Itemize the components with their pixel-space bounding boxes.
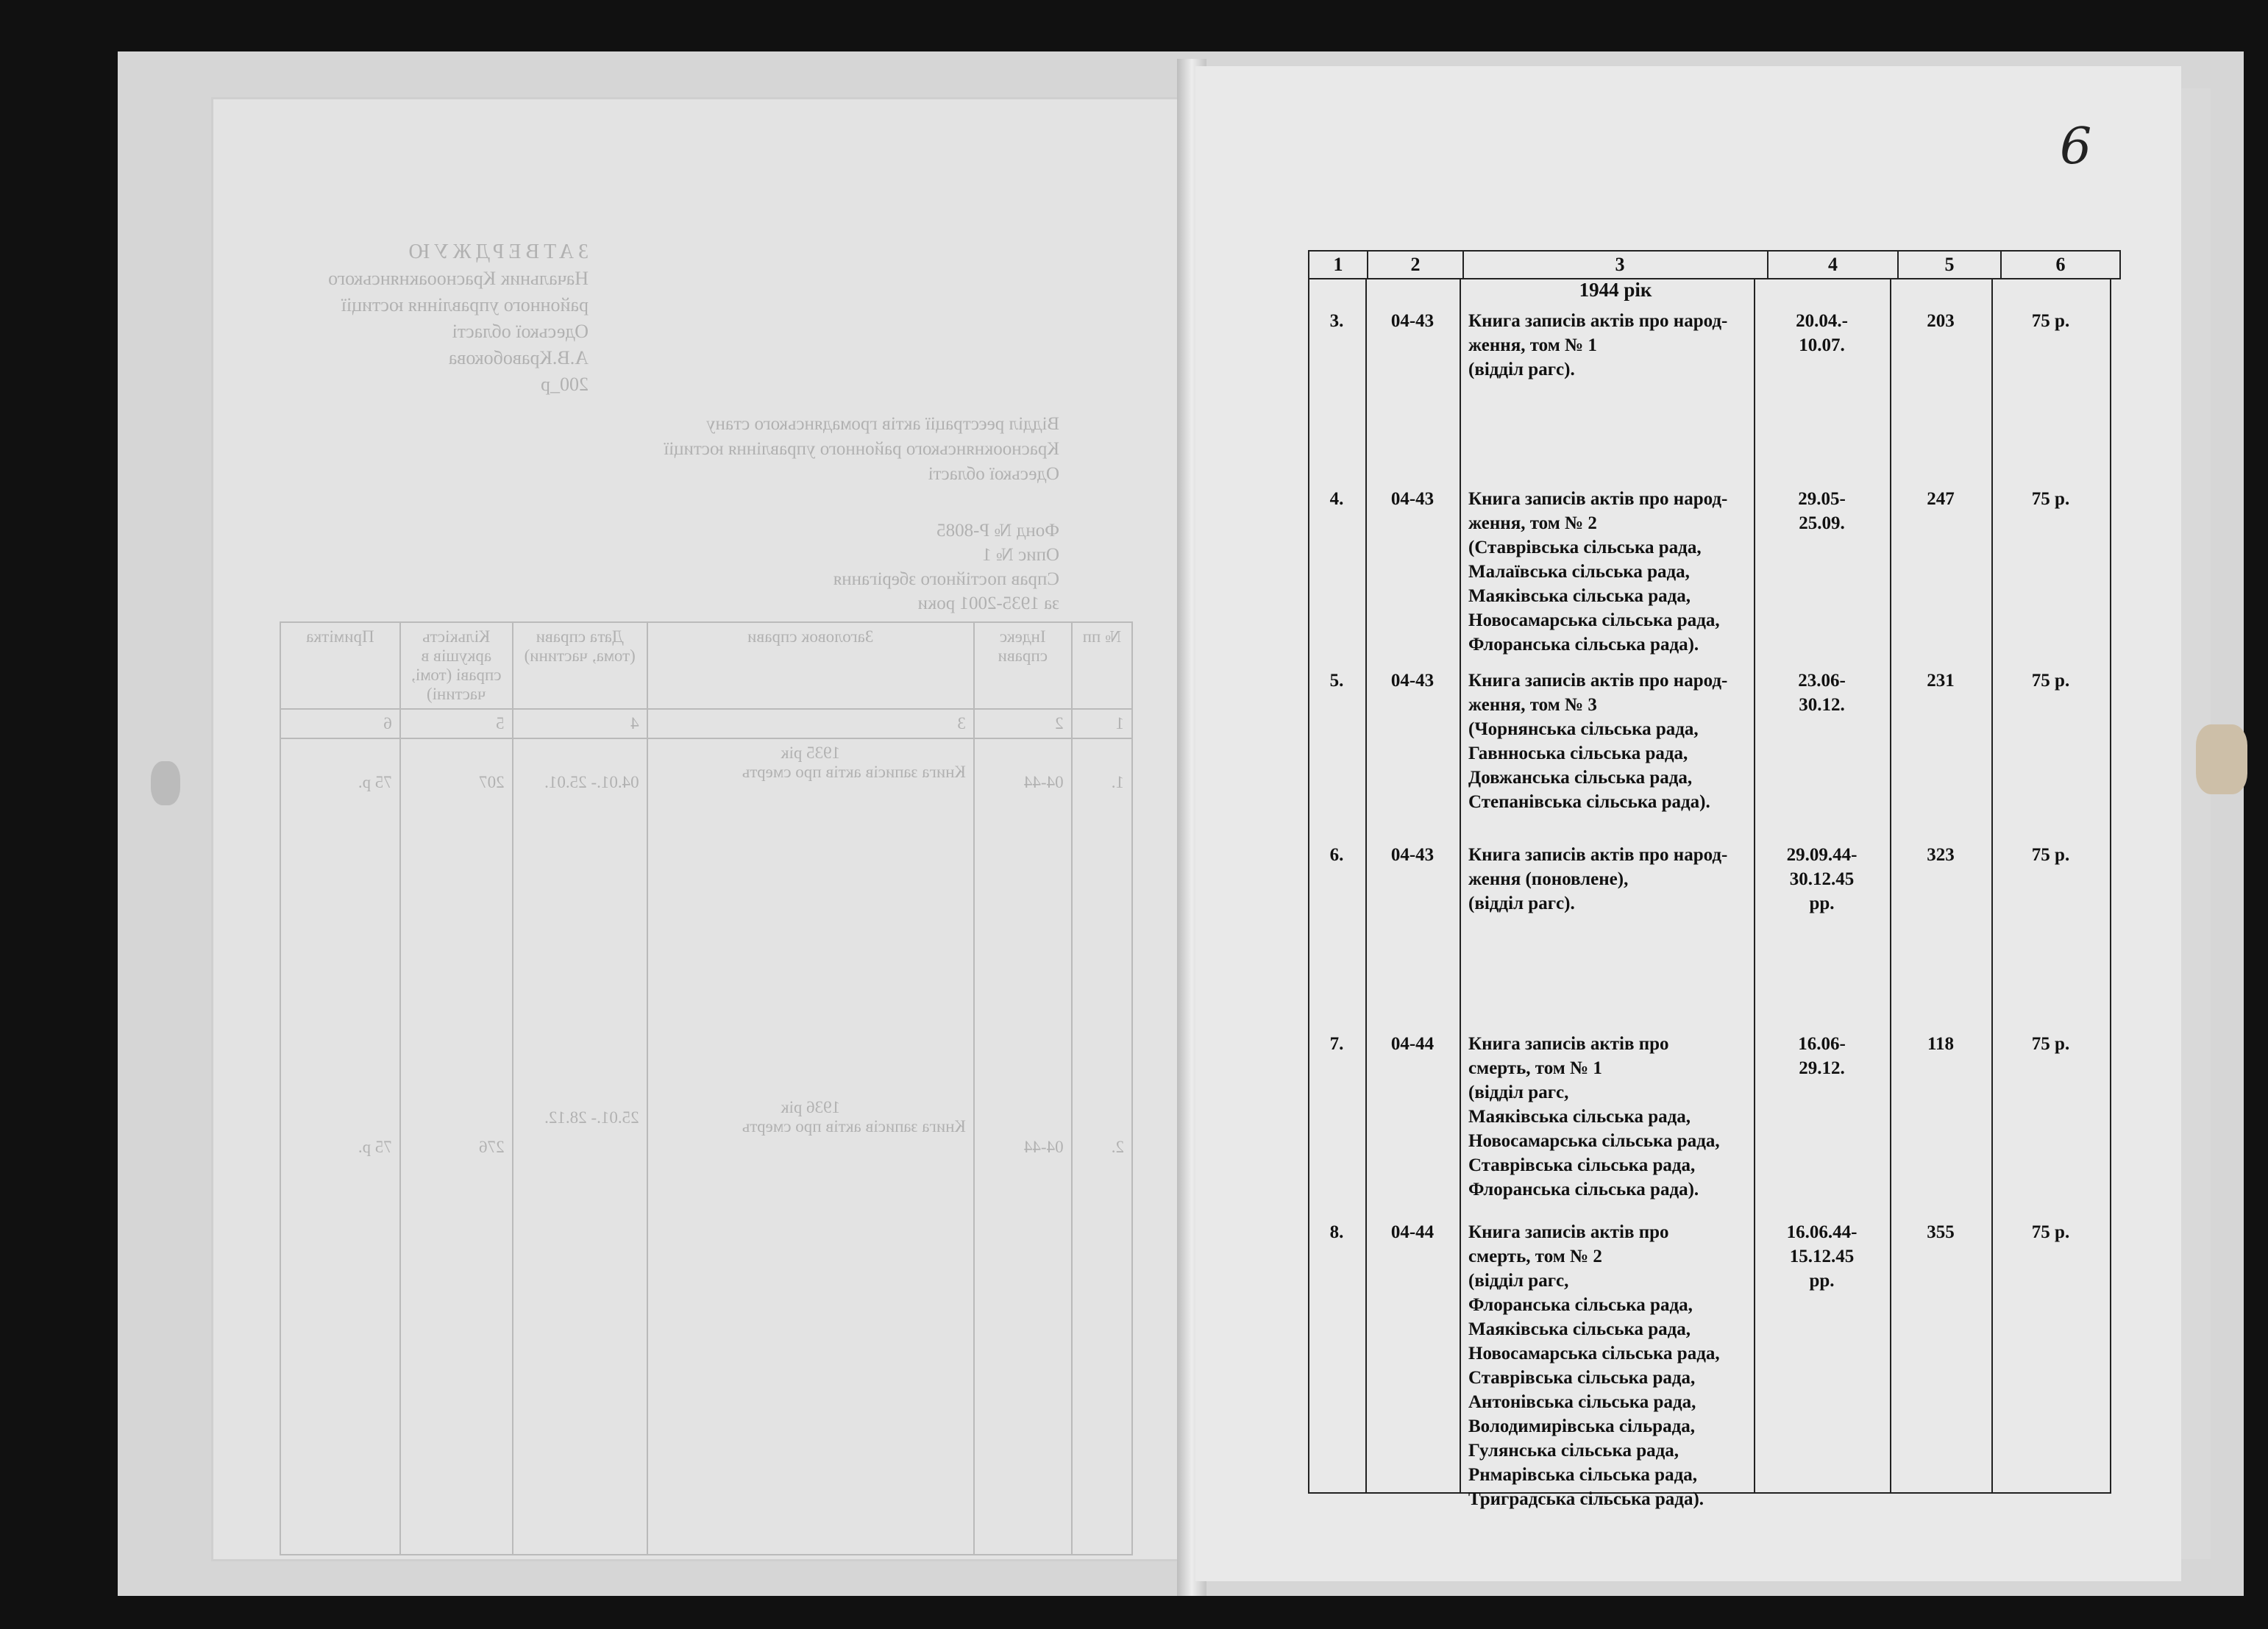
entry-title-line: Степанівська сільська рада). [1468, 791, 1710, 812]
entry-sheets-line: 231 [1927, 670, 1955, 691]
entry-term-line: 75 р. [2031, 1222, 2070, 1242]
year-label: 1944 рік [1579, 279, 1652, 301]
entry-dates-line: 30.12.45 [1789, 869, 1855, 889]
entry-title-line: смерть, том № 2 [1468, 1247, 1602, 1266]
stamp-line: 200_р [541, 374, 589, 395]
entry-title-line: (Ставрівська сільська рада, [1468, 537, 1702, 557]
entry-dates-line: 29.12. [1799, 1058, 1845, 1078]
bleed-through-text [213, 99, 1192, 1559]
entry-title-line: Маяківська сільська рада, [1468, 1106, 1691, 1127]
entry-index-line: 04-43 [1390, 845, 1435, 865]
column-number-row [1309, 251, 2120, 279]
entry-term-line: 75 р. [2031, 670, 2070, 691]
entry-title-line: (відділ рагс). [1468, 894, 1575, 913]
table-border [1308, 278, 1309, 1494]
entry-dates [1754, 487, 1890, 535]
entry-sheets [1890, 1220, 1991, 1244]
bleed-heading [618, 412, 1059, 487]
entry-index [1365, 843, 1460, 867]
entry-dates-line: 29.09.44- [1786, 845, 1858, 865]
entry-number [1308, 669, 1365, 693]
left-page [213, 99, 1192, 1559]
bleed-row2-sheets: 276 [479, 1138, 505, 1156]
entry-dates [1754, 843, 1890, 916]
bleed-row2-n: 2. [1111, 1138, 1124, 1156]
bleed-col-number: 3 [647, 709, 974, 738]
entry-title-line: Гулянська сільська рада, [1468, 1441, 1679, 1461]
entry-dates [1754, 1032, 1890, 1080]
entry-dates-line: 25.09. [1799, 513, 1845, 533]
bleed-year1: 1935 рік [781, 744, 841, 762]
entry-title-line: Флоранська сільська рада). [1468, 634, 1699, 655]
bleed-cell-sheets [400, 738, 513, 1555]
bleed-cell-title [647, 738, 974, 1555]
bleed-cell-n [1072, 738, 1132, 1555]
register-body [1308, 278, 2110, 1509]
bleed-col-number: 4 [513, 709, 647, 738]
entry-sheets-line: 203 [1927, 311, 1955, 332]
entry-dates-line: 30.12. [1799, 694, 1845, 715]
stamp-line: Одеської області [452, 321, 589, 342]
entry-term [1991, 1220, 2110, 1244]
table-divider [1460, 278, 1461, 1494]
entry-number [1308, 309, 1365, 333]
entry-sheets [1890, 843, 1991, 867]
entry-dates-line: рр. [1809, 894, 1835, 913]
entry-sheets [1890, 1032, 1991, 1056]
bleed-table [280, 621, 1133, 1555]
entry-title [1468, 487, 1763, 657]
bleed-col-header: Заголовок справи [647, 622, 974, 709]
entry-title-line: Малаївська сільська рада, [1468, 561, 1690, 582]
bleed-col-header: Дата справи (тома, частини) [513, 622, 647, 709]
bleed-body-row [280, 738, 1132, 1555]
entry-sheets [1890, 669, 1991, 693]
entry-dates-line: 15.12.45 [1789, 1247, 1855, 1266]
table-divider [1890, 278, 1891, 1494]
entry-index [1365, 1220, 1460, 1244]
heading-line: Одеської області [928, 464, 1059, 484]
entry-title-line: ження, том № 3 [1468, 694, 1597, 715]
entry-dates-line: 16.06.44- [1786, 1222, 1858, 1242]
stamp-line: районного управління юстиції [341, 294, 589, 316]
entry-term-line: 75 р. [2031, 311, 2070, 332]
entry-title-line: ження, том № 2 [1468, 513, 1597, 533]
col-header-3: 3 [1463, 251, 1768, 279]
entry-dates [1754, 309, 1890, 357]
entry-title-line: Книга записів актів про [1468, 1033, 1669, 1054]
entry-title [1468, 309, 1763, 382]
entry-sheets [1890, 309, 1991, 333]
page-number: 6 [2060, 118, 2092, 176]
bleed-cell-dates [513, 738, 647, 1555]
entry-dates [1754, 669, 1890, 717]
entry-number-line: 8. [1329, 1222, 1344, 1242]
entry-title-line: Книга записів актів про [1468, 1222, 1669, 1242]
bleed-row1-index: 04-44 [1023, 773, 1064, 791]
entry-number-line: 3. [1329, 311, 1344, 332]
heading-line: Красноокнянського районного управління юстиції [664, 439, 1059, 459]
bleed-col-header: Кількість аркушів в справі (томі, частині) [400, 622, 513, 709]
bleed-col-number: 5 [400, 709, 513, 738]
entry-title-line: (відділ рагс, [1468, 1082, 1569, 1102]
bleed-row1-title: Книга записів актів про смерть [742, 763, 966, 781]
col-header-4: 4 [1768, 251, 1898, 279]
bleed-cell-term [280, 738, 400, 1555]
entry-title-line: Володимирівська сільрада, [1468, 1416, 1695, 1436]
entry-number-line: 7. [1329, 1033, 1344, 1054]
bleed-row1-sheets: 207 [479, 773, 505, 791]
stamp-title: ЗАТВЕРДЖУЮ [404, 240, 589, 263]
entry-sheets-line: 323 [1927, 845, 1955, 865]
table-border [2110, 278, 2111, 1494]
bleed-row1-n: 1. [1111, 773, 1124, 791]
entry-title-line: Ставрівська сільська рада, [1468, 1368, 1696, 1388]
bleed-row1-term: 75 р. [358, 773, 392, 791]
bleed-fond-info [618, 518, 1059, 616]
entry-sheets-line: 355 [1927, 1222, 1955, 1242]
entry-title-line: (Чорнянська сільська рада, [1468, 719, 1699, 739]
entry-title-line: Рнмарівська сільська рада, [1468, 1465, 1697, 1485]
bleed-col-header: Примітка [280, 622, 400, 709]
entry-term-line: 75 р. [2031, 1033, 2070, 1054]
bleed-row2-dates: 25.01.- 28.12. [544, 1108, 639, 1127]
entry-title-line: ження, том № 1 [1468, 335, 1597, 356]
entry-title [1468, 669, 1763, 814]
entry-number-line: 6. [1329, 845, 1344, 865]
bleed-row2-index: 04-44 [1023, 1138, 1064, 1156]
entry-title-line: Маяківська сільська рада, [1468, 1319, 1691, 1339]
entry-dates-line: рр. [1809, 1271, 1835, 1291]
binding-string-right [2196, 724, 2247, 794]
fond-line: за 1935-2001 роки [917, 594, 1059, 613]
entry-title-line: Книга записів актів про народ- [1468, 670, 1728, 691]
entry-title-line: ження (поновлене), [1468, 869, 1629, 889]
stamp-line: Начальник Краснооакнянського [328, 268, 589, 289]
entry-index [1365, 309, 1460, 333]
entry-index-line: 04-43 [1390, 488, 1435, 509]
entry-index [1365, 669, 1460, 693]
bleed-header-row [280, 622, 1132, 709]
bleed-row1-dates: 04.01.- 25.01. [544, 773, 639, 791]
col-header-5: 5 [1898, 251, 2001, 279]
entry-title-line: Книга записів актів про народ- [1468, 488, 1728, 509]
entry-title-line: Новосамарська сільська рада, [1468, 610, 1720, 630]
entry-title-line: Триградська сільська рада). [1468, 1489, 1704, 1509]
heading-line: Відділ реєстрації актів громадянського стану [705, 414, 1059, 434]
bleed-year2: 1936 рік [781, 1098, 841, 1116]
entry-index [1365, 1032, 1460, 1056]
entry-index-line: 04-43 [1390, 311, 1435, 332]
entry-dates [1754, 1220, 1890, 1293]
entry-title-line: Флоранська сільська рада). [1468, 1179, 1699, 1200]
fond-line: Справ постійного зберігання [833, 569, 1059, 589]
binding-string-left [151, 761, 180, 805]
entry-title-line: Флоранська сільська рада, [1468, 1295, 1693, 1315]
entry-title-line: Новосамарська сільська рада, [1468, 1344, 1720, 1364]
entry-title-line: смерть, том № 1 [1468, 1058, 1602, 1078]
table-divider [1991, 278, 1993, 1494]
entry-number [1308, 1032, 1365, 1056]
fond-line: Опис № 1 [982, 545, 1059, 565]
entry-index-line: 04-43 [1390, 670, 1435, 691]
bleed-cell-index [974, 738, 1072, 1555]
col-header-1: 1 [1309, 251, 1368, 279]
entry-term-line: 75 р. [2031, 488, 2070, 509]
entry-index-line: 04-44 [1390, 1033, 1435, 1054]
entry-sheets-line: 247 [1927, 488, 1955, 509]
entry-number-line: 4. [1329, 488, 1344, 509]
entry-index [1365, 487, 1460, 511]
stamp-line: А.В.Кравобокова [448, 347, 589, 368]
entry-dates-line: 20.04.- [1796, 311, 1848, 332]
entry-number [1308, 1220, 1365, 1244]
entry-number [1308, 487, 1365, 511]
entry-title-line: (відділ рагс, [1468, 1271, 1569, 1291]
entry-title-line: Новосамарська сільська рада, [1468, 1130, 1720, 1151]
entry-index-line: 04-44 [1390, 1222, 1435, 1242]
entry-dates-line: 23.06- [1798, 670, 1846, 691]
bleed-number-row [280, 709, 1132, 738]
entry-term [1991, 669, 2110, 693]
fond-line: Фонд № Р-8085 [936, 521, 1059, 541]
entry-title-line: Гавнноська сільська рада, [1468, 743, 1688, 763]
bleed-col-number: 1 [1072, 709, 1132, 738]
entry-title [1468, 1220, 1763, 1511]
entry-title-line: Книга записів актів про народ- [1468, 845, 1728, 865]
approval-stamp [265, 239, 589, 398]
entry-title-line: Маяківська сільська рада, [1468, 585, 1691, 606]
table-divider [1365, 278, 1367, 1494]
bleed-row2-term: 75 р. [358, 1138, 392, 1156]
bleed-row2-title: Книга записів актів про смерть [742, 1117, 966, 1136]
entry-term-line: 75 р. [2031, 845, 2070, 865]
bleed-col-number: 6 [280, 709, 400, 738]
entry-title [1468, 843, 1763, 916]
entry-term [1991, 309, 2110, 333]
entry-title-line: Ставрівська сільська рада, [1468, 1155, 1696, 1175]
col-header-6: 6 [2001, 251, 2120, 279]
entry-dates-line: 10.07. [1799, 335, 1845, 356]
bleed-col-header: № пп [1072, 622, 1132, 709]
entry-number-line: 5. [1329, 670, 1344, 691]
entry-sheets-line: 118 [1927, 1033, 1955, 1054]
entry-number [1308, 843, 1365, 867]
entry-title-line: (відділ рагс). [1468, 360, 1575, 380]
entry-title [1468, 1032, 1763, 1202]
bleed-col-header: Індекс справи [974, 622, 1072, 709]
entry-term [1991, 487, 2110, 511]
register-header-table [1308, 250, 2121, 279]
col-header-2: 2 [1368, 251, 1463, 279]
entry-term [1991, 843, 2110, 867]
entry-term [1991, 1032, 2110, 1056]
entry-dates-line: 29.05- [1798, 488, 1846, 509]
entry-title-line: Довжанська сільська рада, [1468, 767, 1693, 788]
entry-dates-line: 16.06- [1798, 1033, 1846, 1054]
entry-title-line: Антонівська сільська рада, [1468, 1392, 1696, 1412]
bleed-col-number: 2 [974, 709, 1072, 738]
entry-title-line: Книга записів актів про народ- [1468, 311, 1728, 332]
entry-sheets [1890, 487, 1991, 511]
